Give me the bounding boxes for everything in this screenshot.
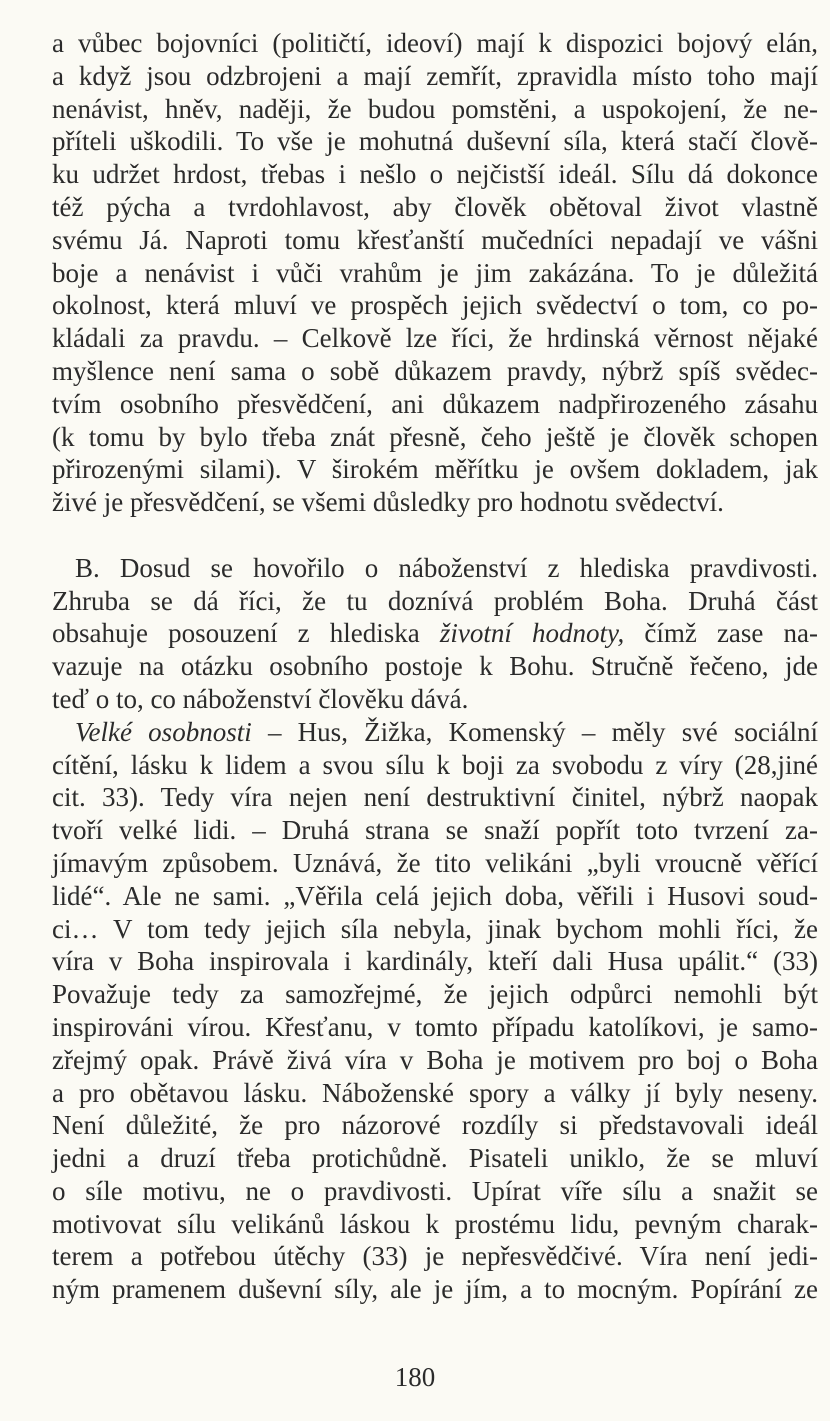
text-line-content	[52, 289, 818, 322]
italic-text: Velké osobnosti	[75, 716, 252, 747]
text-run: jímavým způsobem. Uznává, že tito velikáni „byli vroucně věřící	[52, 847, 818, 878]
text-run: svému Já. Naproti tomu křesťanští mučedníci nepadají ve vášni	[52, 224, 818, 255]
text-run: – Hus, Žižka, Komenský – měly své sociální	[251, 716, 818, 747]
text-line	[52, 749, 818, 782]
text-run: lidé“. Ale ne sami. „Věřila celá jejich doba, věřili i Husovi soud-	[52, 880, 818, 911]
text-line	[52, 388, 818, 421]
text-line	[52, 552, 818, 585]
text-line	[52, 27, 818, 60]
text-line	[52, 125, 818, 158]
text-line-content	[52, 453, 818, 486]
text-line	[52, 421, 818, 454]
text-line-content	[52, 158, 818, 191]
text-line-content	[52, 814, 818, 847]
text-line-content	[75, 552, 818, 585]
text-line	[52, 355, 818, 388]
text-run: tvoří velké lidi. – Druhá strana se snaží popřít toto tvrzení za-	[52, 815, 818, 846]
text-line-content	[52, 486, 724, 519]
text-run: ným pramenem duševní síly, ale je jím, a to mocným. Popírání ze	[52, 1274, 818, 1305]
text-run: B. Dosud se hovořilo o náboženství z hlediska pravdivosti.	[75, 552, 818, 583]
text-line-content	[52, 847, 818, 880]
text-line	[52, 224, 818, 257]
text-run: nenávist, hněv, naději, že budou pomstěni, a uspokojení, že ne-	[52, 93, 818, 124]
text-line-content	[52, 1175, 818, 1208]
text-line	[52, 191, 818, 224]
text-run: inspirováni vírou. Křesťanu, v tomto případu katolíkovi, je samo-	[52, 1011, 818, 1042]
text-line	[52, 1273, 818, 1306]
text-line-content	[52, 27, 818, 60]
text-line-content	[52, 585, 818, 618]
text-line-content	[52, 93, 818, 126]
text-line-content	[52, 1077, 818, 1110]
text-line-content	[52, 1109, 818, 1142]
text-line	[52, 289, 818, 322]
text-run: motivovat sílu velikánů láskou k prostému lidu, pevným charak-	[52, 1208, 818, 1239]
text-run: Zhruba se dá říci, že tu doznívá problém Boha. Druhá část	[52, 585, 818, 616]
italic-text: životní hodnoty,	[439, 618, 625, 649]
text-line	[52, 93, 818, 126]
text-line	[52, 453, 818, 486]
text-run: vazuje na otázku osobního postoje k Bohu. Stručně řečeno, jde	[52, 651, 818, 682]
text-run: cítění, lásku k lidem a svou sílu k boji za svobodu z víry (28,jiné	[52, 749, 818, 780]
text-line	[52, 322, 818, 355]
text-run: (k tomu by bylo třeba znát přesně, čeho ještě je člověk schopen	[52, 421, 818, 452]
paragraph	[52, 27, 818, 519]
text-line-content	[52, 125, 818, 158]
text-line-content	[52, 1208, 818, 1241]
text-line-content	[52, 355, 818, 388]
text-run: zřejmý opak. Právě živá víra v Boha je motivem pro boj o Boha	[52, 1044, 818, 1075]
text-run: Považuje tedy za samozřejmé, že jejich odpůrci nemohli být	[52, 979, 818, 1010]
paragraph	[52, 552, 818, 1306]
text-line-content	[52, 978, 818, 1011]
text-run: a když jsou odzbrojeni a mají zemřít, zpravidla místo toho mají	[52, 60, 818, 91]
text-run: okolnost, která mluví ve prospěch jejich svědectví o tom, co po-	[52, 290, 818, 321]
text-line-content	[52, 191, 818, 224]
text-run: tvím osobního přesvědčení, ani důkazem nadpřirozeného zásahu	[52, 388, 818, 419]
text-line-content	[52, 650, 818, 683]
text-run: ku udržet hrdost, třebas i nešlo o nejčistší ideál. Sílu dá dokonce	[52, 159, 818, 190]
text-line	[52, 486, 818, 519]
text-run: obsahuje posouzení z hlediska	[52, 618, 440, 649]
text-line-content	[52, 60, 818, 93]
text-line	[52, 880, 818, 913]
text-line	[52, 1011, 818, 1044]
text-line	[52, 1109, 818, 1142]
text-run: živé je přesvědčení, se všemi důsledky pro hodnotu svědectví.	[52, 487, 724, 518]
text-run: myšlence není sama o sobě důkazem pravdy, nýbrž spíš svědec-	[52, 355, 818, 386]
text-line-content	[52, 257, 818, 290]
text-line	[52, 1240, 818, 1273]
text-line	[52, 585, 818, 618]
text-line-content	[52, 1142, 818, 1175]
text-line	[52, 1077, 818, 1110]
text-run: cit. 33). Tedy víra nejen není destruktivní činitel, nýbrž naopak	[52, 782, 818, 813]
paragraph-gap	[52, 519, 818, 552]
text-line	[52, 814, 818, 847]
text-line-content	[52, 880, 818, 913]
text-run: víra v Boha inspirovala i kardinály, kteří dali Husa upálit.“ (33)	[52, 946, 818, 977]
page-body-text	[52, 27, 818, 1306]
text-line	[52, 257, 818, 290]
text-line	[52, 1175, 818, 1208]
text-line-content	[52, 1044, 818, 1077]
text-line-content	[52, 913, 818, 946]
text-run: o síle motivu, ne o pravdivosti. Upírat víře sílu a snažit se	[52, 1175, 818, 1206]
text-run: kládali za pravdu. – Celkově lze říci, že hrdinská věrnost nějaké	[52, 323, 818, 354]
text-line	[52, 847, 818, 880]
text-run: teď o to, co náboženství člověku dává.	[52, 683, 469, 714]
text-line	[52, 60, 818, 93]
text-run: ci… V tom tedy jejich síla nebyla, jinak bychom mohli říci, že	[52, 913, 818, 944]
text-line-content	[52, 1011, 818, 1044]
text-line-content	[52, 1273, 818, 1306]
text-line	[52, 945, 818, 978]
text-line	[52, 781, 818, 814]
text-line-content	[52, 1240, 818, 1273]
text-run: Není důležité, že pro názorové rozdíly si představovali ideál	[52, 1110, 818, 1141]
text-line-content	[52, 388, 818, 421]
text-run: jedni a druzí třeba protichůdně. Pisateli uniklo, že se mluví	[52, 1143, 818, 1174]
text-line	[52, 1142, 818, 1175]
text-line-content	[52, 224, 818, 257]
text-line	[52, 617, 818, 650]
text-line-content	[52, 749, 818, 782]
text-line	[52, 1044, 818, 1077]
text-line	[52, 716, 818, 749]
text-line	[52, 978, 818, 1011]
text-line	[52, 650, 818, 683]
text-run: též pýcha a tvrdohlavost, aby člověk obětoval život vlastně	[52, 191, 818, 222]
text-line-content	[52, 945, 818, 978]
text-line-content	[52, 421, 818, 454]
text-run: a pro obětavou lásku. Náboženské spory a války jí byly neseny.	[52, 1077, 818, 1108]
text-run: boje a nenávist i vůči vrahům je jim zakázána. To je důležitá	[52, 257, 818, 288]
text-line	[52, 158, 818, 191]
page-number: 180	[394, 1362, 436, 1392]
text-run: přirozenými silami). V širokém měřítku je ovšem dokladem, jak	[52, 454, 818, 485]
text-line-content	[52, 683, 468, 716]
text-run: a vůbec bojovníci (političtí, ideoví) mají k dispozici bojový elán,	[52, 28, 818, 58]
text-line-content	[75, 716, 818, 749]
text-line	[52, 913, 818, 946]
text-run: terem a potřebou útěchy (33) je nepřesvědčivé. Víra není jedi-	[52, 1241, 818, 1272]
text-run: příteli uškodili. To vše je mohutná duševní síla, která stačí člově-	[52, 126, 818, 157]
text-line-content	[52, 781, 818, 814]
text-line	[52, 683, 818, 716]
text-line-content	[52, 322, 818, 355]
text-run: čímž zase na-	[624, 618, 819, 649]
text-line	[52, 1208, 818, 1241]
text-line-content	[52, 617, 818, 650]
